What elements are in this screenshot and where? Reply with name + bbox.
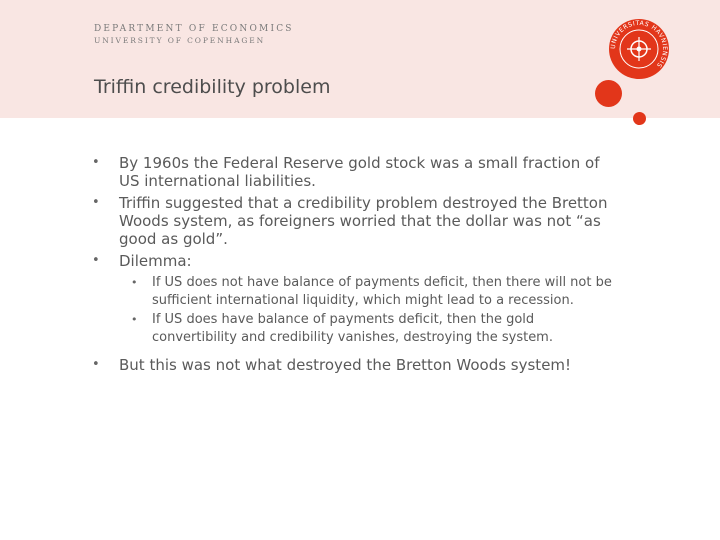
bullet-icon: • — [92, 357, 100, 372]
bullet-list — [92, 154, 612, 378]
svg-text:UNIVERSITAS HAVNIENSIS: UNIVERSITAS HAVNIENSIS — [609, 19, 669, 69]
bullet-text: Dilemma: — [119, 252, 192, 270]
sub-bullet-text: If US does not have balance of payments deficit, then there will not be sufficient international liquidity, which might lead to a recession. — [152, 275, 612, 308]
bullet-icon: • — [92, 195, 100, 210]
bullet-icon: • — [92, 253, 100, 268]
department-name: DEPARTMENT OF ECONOMICS — [94, 24, 294, 34]
bullet-item — [92, 154, 612, 190]
sub-bullet-icon: • — [131, 313, 138, 326]
bullet-text: Triffin suggested that a credibility problem destroyed the Bretton Woods system, as foreigners worried that the dollar was not “as good as gold”. — [119, 194, 608, 248]
slide-title: Triffin credibility problem — [94, 76, 331, 98]
university-name: UNIVERSITY OF COPENHAGEN — [94, 36, 266, 45]
bullet-item — [92, 194, 612, 248]
bullet-item — [92, 252, 612, 270]
university-seal-logo — [608, 18, 670, 80]
sub-bullet-list — [92, 274, 612, 346]
bullet-item — [92, 356, 612, 374]
decorative-dot-small — [633, 112, 646, 125]
sub-bullet-item — [119, 274, 612, 309]
sub-bullet-item — [119, 311, 612, 346]
bullet-text: But this was not what destroyed the Bretton Woods system! — [119, 356, 572, 374]
decorative-dot-large — [595, 80, 622, 107]
bullet-icon: • — [92, 155, 100, 170]
sub-bullet-text: If US does have balance of payments deficit, then the gold convertibility and credibility vanishes, destroying the system. — [152, 312, 553, 345]
bullet-text: By 1960s the Federal Reserve gold stock was a small fraction of US international liabilities. — [119, 154, 600, 190]
sub-bullet-icon: • — [131, 276, 138, 289]
